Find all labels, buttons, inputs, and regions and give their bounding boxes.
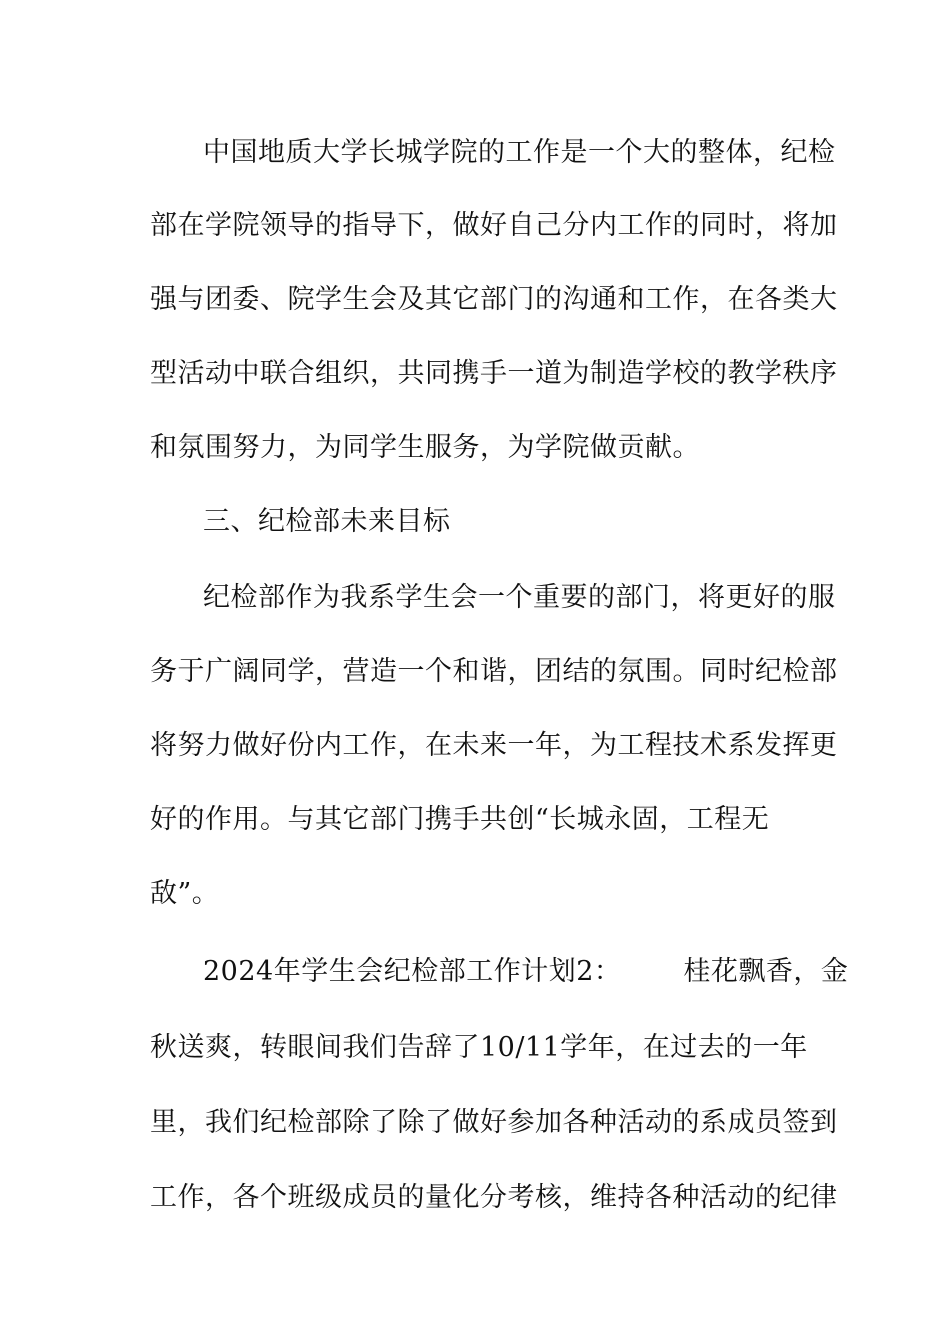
paragraph-line: 将努力做好份内工作，在未来一年，为工程技术系发挥更: [150, 730, 838, 761]
section-heading: 三、纪检部未来目标: [203, 506, 451, 537]
paragraph-line: 纪检部作为我系学生会一个重要的部门，将更好的服: [203, 582, 836, 613]
paragraph-line: 强与团委、院学生会及其它部门的沟通和工作，在各类大: [150, 284, 838, 315]
paragraph-line: 部在学院领导的指导下，做好自己分内工作的同时，将加: [150, 210, 838, 241]
paragraph-line: 型活动中联合组织，共同携手一道为制造学校的教学秩序: [150, 358, 838, 389]
paragraph-line: 务于广阔同学，营造一个和谐，团结的氛围。同时纪检部: [150, 656, 838, 687]
paragraph-line: 秋送爽，转眼间我们告辞了10/11学年，在过去的一年: [150, 1032, 808, 1063]
paragraph-line: 和氛围努力，为同学生服务，为学院做贡献。: [150, 432, 700, 463]
paragraph-line: 里，我们纪检部除了除了做好参加各种活动的系成员签到: [150, 1107, 838, 1138]
plan-title: 2024年学生会纪检部工作计划2：: [203, 956, 622, 987]
plan-title-line: [203, 954, 863, 990]
paragraph-line: 工作，各个班级成员的量化分考核，维持各种活动的纪律: [150, 1182, 838, 1213]
paragraph-line: 好的作用。与其它部门携手共创“长城永固，工程无: [150, 804, 770, 835]
paragraph-line: 敌”。: [150, 878, 220, 909]
plan-lead: 桂花飘香，金: [683, 956, 849, 987]
paragraph-line: 中国地质大学长城学院的工作是一个大的整体，纪检: [203, 137, 836, 168]
